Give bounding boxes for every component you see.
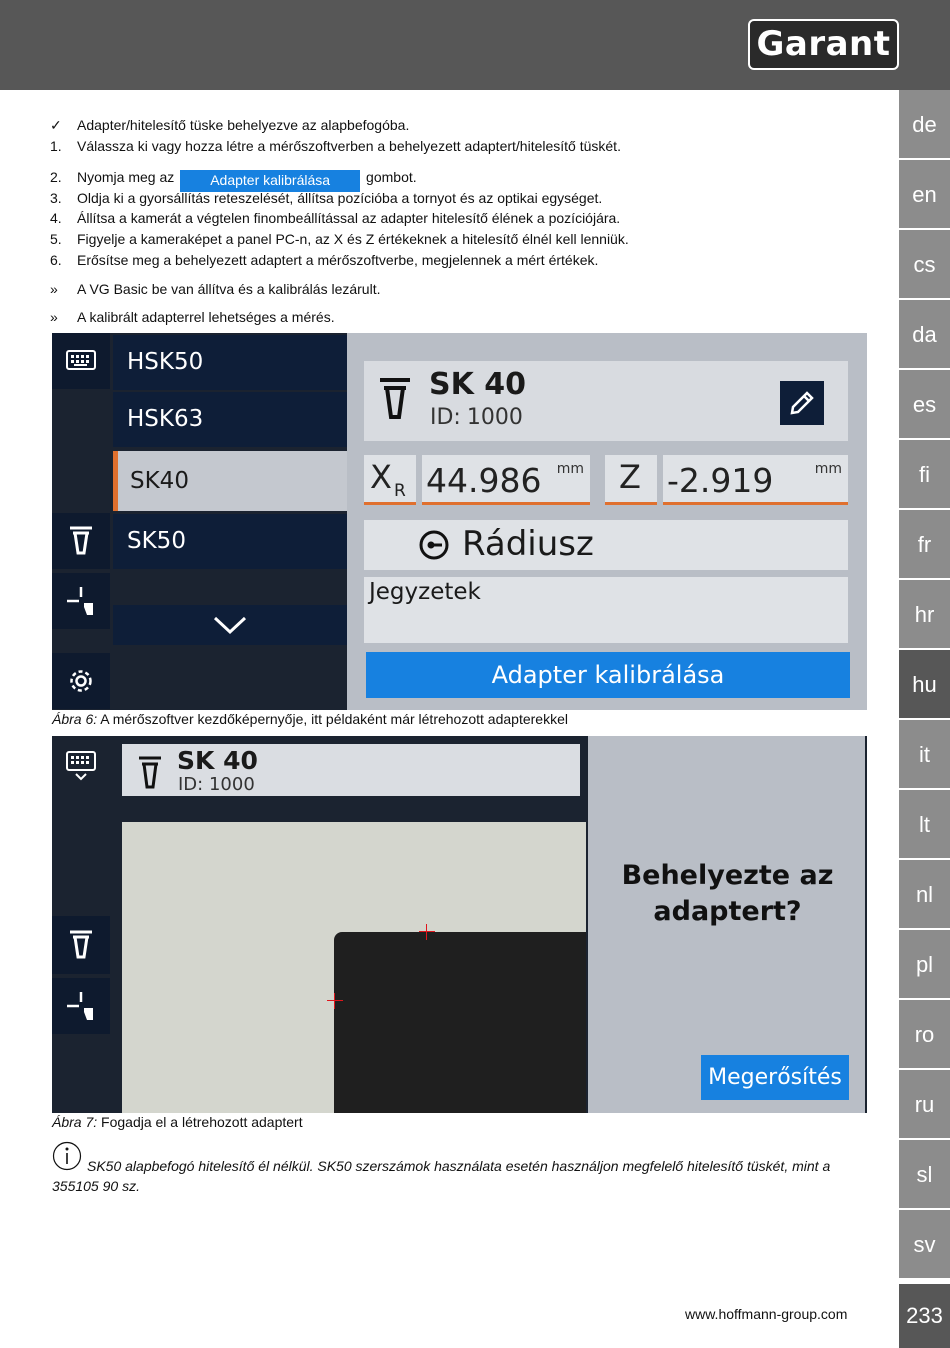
side-toolbar bbox=[52, 736, 110, 1113]
figure-caption: Ábra 6: A mérőszoftver kezdőképernyője, itt példaként már létrehozott adapterekkel bbox=[52, 711, 568, 727]
step-number: 2. bbox=[50, 169, 62, 185]
lang-tab-ro[interactable]: ro bbox=[899, 1000, 950, 1070]
keyboard-icon[interactable] bbox=[52, 740, 110, 792]
measure-tool-icon[interactable] bbox=[52, 573, 110, 629]
result-marker: » bbox=[50, 309, 58, 325]
adapter-card bbox=[364, 361, 848, 441]
notes-field[interactable]: Jegyzetek bbox=[364, 577, 848, 643]
page-header bbox=[0, 0, 950, 90]
adapter-list-item[interactable]: HSK50 bbox=[113, 335, 347, 390]
adapter-list-item-selected[interactable]: SK40 bbox=[113, 451, 347, 511]
adapter-silhouette bbox=[334, 932, 586, 1113]
scroll-down-button[interactable] bbox=[113, 605, 347, 645]
adapter-name: SK 40 bbox=[177, 746, 258, 775]
instruction-text: Adapter/hitelesítő tüske behelyezve az alapbefogóba. bbox=[77, 117, 410, 133]
footer-url[interactable]: www.hoffmann-group.com bbox=[685, 1306, 848, 1322]
z-unit: mm bbox=[814, 461, 842, 477]
adapter-calibrate-inline-button: Adapter kalibrálása bbox=[180, 170, 360, 192]
x-value-field[interactable] bbox=[422, 455, 590, 505]
note-text: SK50 alapbefogó hitelesítő él nélkül. SK50 szerszámok használata esetén használjon megfelelő hitelesítő tüskét, mint a 355105 90 sz. bbox=[52, 1158, 831, 1194]
lang-tab-cs[interactable]: cs bbox=[899, 230, 950, 300]
lang-tab-da[interactable]: da bbox=[899, 300, 950, 370]
adapter-id: ID: 1000 bbox=[178, 774, 255, 795]
step-number: 3. bbox=[50, 190, 62, 206]
lang-tab-fr[interactable]: fr bbox=[899, 510, 950, 580]
figure-confirm-screen bbox=[52, 736, 867, 1113]
instruction-text: Figyelje a kameraképet a panel PC-n, az X és Z értékeknek a hitelesítő élnél kell lenniük. bbox=[77, 231, 629, 247]
lang-tab-lt[interactable]: lt bbox=[899, 790, 950, 860]
pencil-icon bbox=[788, 389, 816, 417]
check-icon: ✓ bbox=[50, 117, 62, 133]
instruction-text-after: gombot. bbox=[366, 169, 417, 185]
garant-logo: Garant bbox=[748, 19, 899, 70]
keyboard-icon[interactable] bbox=[52, 333, 110, 389]
z-label-field: Z bbox=[605, 455, 657, 505]
lang-tab-sl[interactable]: sl bbox=[899, 1140, 950, 1210]
lang-tab-pl[interactable]: pl bbox=[899, 930, 950, 1000]
step-number: 6. bbox=[50, 252, 62, 268]
confirm-question: Behelyezte az adaptert? bbox=[621, 860, 834, 927]
lang-tab-ru[interactable]: ru bbox=[899, 1070, 950, 1140]
edit-button[interactable] bbox=[780, 381, 824, 425]
lang-tab-sv[interactable]: sv bbox=[899, 1210, 950, 1280]
adapter-detail-panel bbox=[347, 333, 867, 710]
adapter-name: SK 40 bbox=[429, 367, 527, 402]
z-value: -2.919 bbox=[667, 461, 774, 500]
lang-tab-es[interactable]: es bbox=[899, 370, 950, 440]
confirm-button[interactable]: Megerősítés bbox=[701, 1055, 849, 1100]
radius-label: Rádiusz bbox=[462, 524, 594, 564]
gear-icon[interactable] bbox=[52, 653, 110, 709]
result-text: A VG Basic be van állítva és a kalibrálás lezárult. bbox=[77, 281, 381, 297]
adapter-icon[interactable] bbox=[52, 916, 110, 974]
page-number: 233 bbox=[899, 1284, 950, 1348]
step-number: 4. bbox=[50, 210, 62, 226]
adapter-icon[interactable] bbox=[52, 513, 110, 569]
adapter-list-item[interactable]: HSK63 bbox=[113, 392, 347, 447]
radius-icon bbox=[418, 529, 450, 561]
adapter-card bbox=[122, 744, 580, 796]
instruction-text: Erősítse meg a behelyezett adaptert a mérőszoftverbe, megjelennek a mért értékek. bbox=[77, 252, 599, 268]
result-text: A kalibrált adapterrel lehetséges a mérés. bbox=[77, 309, 335, 325]
adapter-icon bbox=[138, 756, 162, 790]
lang-tab-it[interactable]: it bbox=[899, 720, 950, 790]
instruction-text: Állítsa a kamerát a végtelen finombeállítással az adapter hitelesítő élének a pozíciójára. bbox=[77, 210, 621, 226]
adapter-icon bbox=[378, 377, 412, 421]
adapter-id: ID: 1000 bbox=[430, 405, 523, 430]
lang-tab-fi[interactable]: fi bbox=[899, 440, 950, 510]
lang-tab-hu[interactable]: hu bbox=[899, 650, 950, 720]
lang-tab-en[interactable]: en bbox=[899, 160, 950, 230]
step-number: 1. bbox=[50, 138, 62, 154]
instruction-text: Válassza ki vagy hozza létre a mérőszoftverben a behelyezett adaptert/hitelesítő tüskét. bbox=[77, 138, 621, 154]
step-number: 5. bbox=[50, 231, 62, 247]
measure-tool-icon[interactable] bbox=[52, 978, 110, 1034]
lang-tab-nl[interactable]: nl bbox=[899, 860, 950, 930]
side-toolbar bbox=[52, 333, 110, 710]
figure-caption: Ábra 7: Fogadja el a létrehozott adaptert bbox=[52, 1114, 303, 1130]
chevron-down-icon bbox=[212, 615, 248, 635]
x-unit: mm bbox=[556, 461, 584, 477]
lang-tab-de[interactable]: de bbox=[899, 90, 950, 160]
adapter-calibrate-button[interactable]: Adapter kalibrálása bbox=[366, 652, 850, 698]
figure-start-screen bbox=[52, 333, 867, 710]
confirm-panel bbox=[588, 736, 867, 1113]
instruction-text-before: Nyomja meg az bbox=[77, 169, 175, 185]
crosshair-marker bbox=[327, 993, 343, 1009]
x-label-field: X R bbox=[364, 455, 416, 505]
radius-button[interactable] bbox=[364, 520, 848, 570]
result-marker: » bbox=[50, 281, 58, 297]
adapter-list-item[interactable]: SK50 bbox=[113, 514, 347, 569]
lang-tab-hr[interactable]: hr bbox=[899, 580, 950, 650]
adapter-list bbox=[110, 333, 347, 710]
x-value: 44.986 bbox=[426, 461, 542, 500]
instruction-text: Oldja ki a gyorsállítás reteszelését, állítsa pozícióba a tornyot és az optikai egységet. bbox=[77, 190, 603, 206]
z-value-field[interactable] bbox=[663, 455, 848, 505]
crosshair-marker bbox=[419, 924, 435, 940]
language-tabs bbox=[899, 90, 950, 1280]
